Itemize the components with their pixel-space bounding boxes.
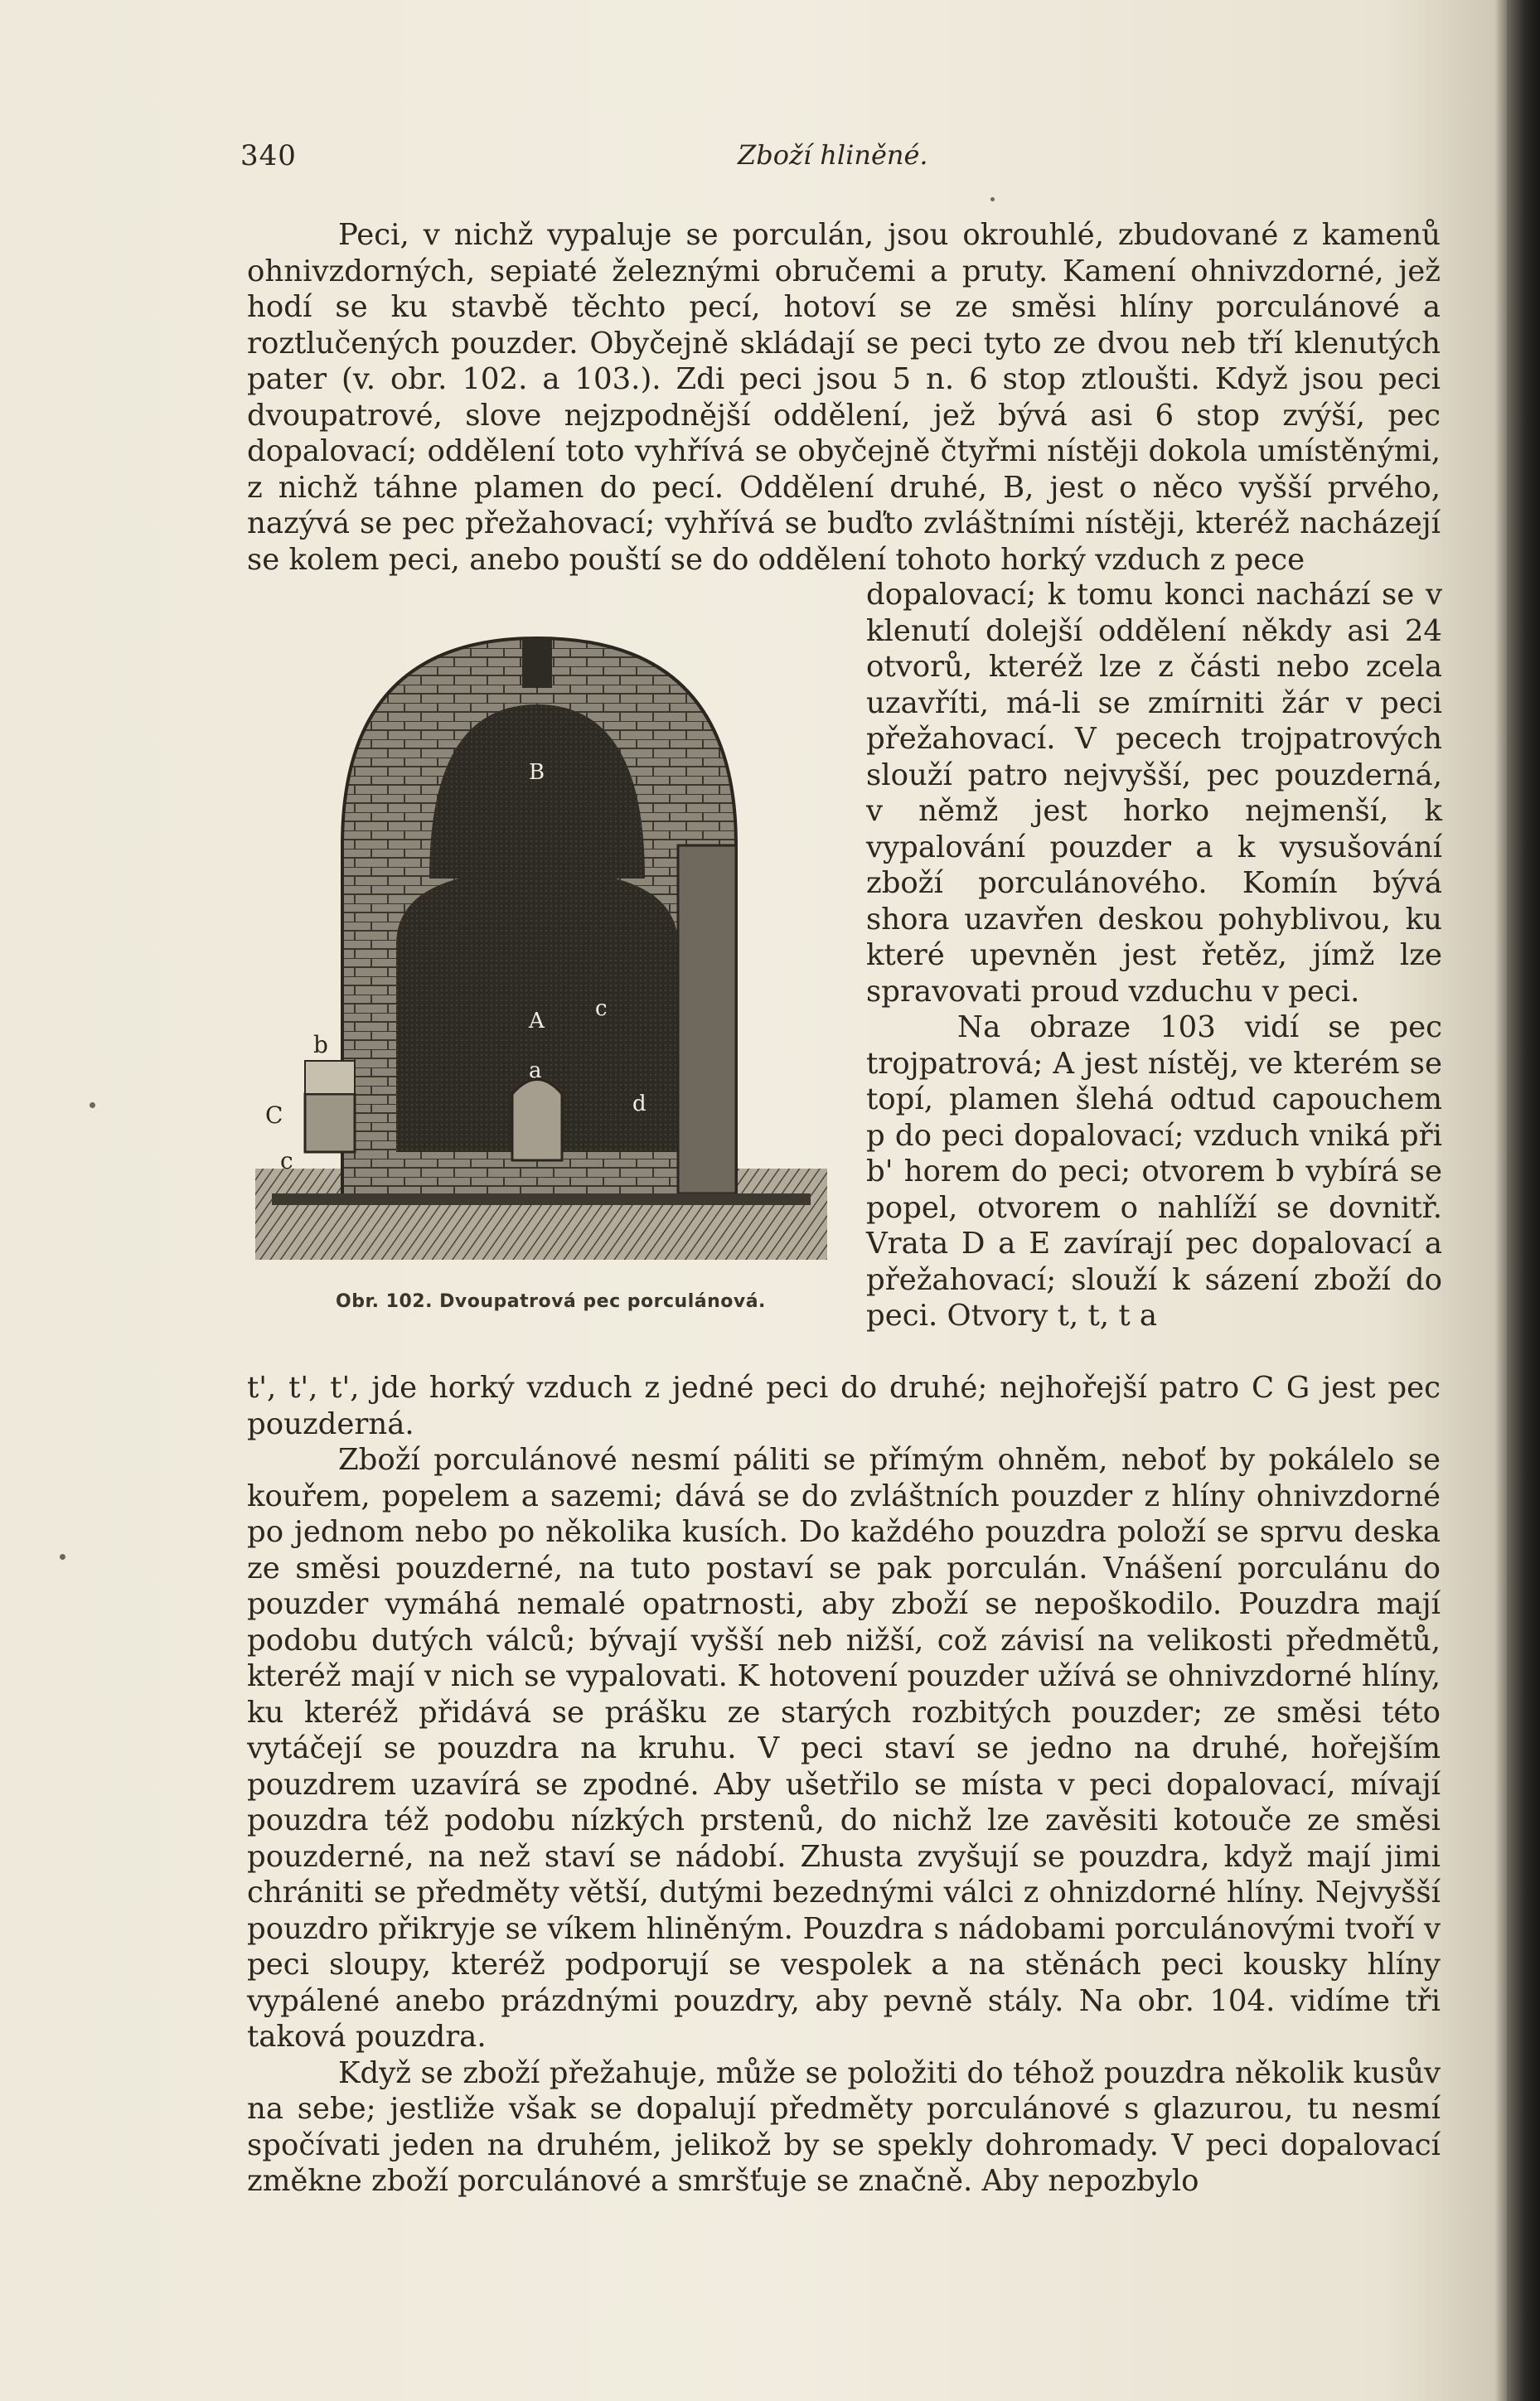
paragraph-three-story: Na obraze 103 vidí se pec trojpatrová; A jest nístěj, ve kterém se topí, plamen šlehá odtud capouchem p do peci dopalovací; vzduch vniká při b' horem do peci; otvorem b vybírá se popel, otvorem o nahlíží se dovnitř. Vrata D a E zavírají pec dopalovací a přežahovací; slouží k sázení zboží do peci. Otvory t, t, t a: [866, 1010, 1442, 1333]
text-block-right: [866, 577, 1442, 1334]
paragraph-saggars: Zboží porculánové nesmí páliti se přímým ohněm, neboť by pokálelo se kouřem, popelem a sazemi; dává se do zvláštních pouzder z hlíny ohnivzdorné po jednom nebo po několika kusích. Do každého pouzdra položí se sprvu deska ze směsi pouzderné, na tuto postaví se pak porculán. Vnášení porculánu do pouzder vymáhá nemalé opatrnosti, aby zboží se nepoškodilo. Pouzdra mají podobu dutých válců; bývají vyšší neb nižší, což závisí na velikosti předmětů, kteréž mají v nich se vypalovati. K hotovení pouzder užívá se ohnivzdorné hlíny, ku kteréž přidává se prášku ze starých rozbitých pouzder; ze směsi této vytáčejí se pouzdra na kruhu. V peci staví se jedno na druhé, hořejším pouzdrem uzavírá se zpodné. Aby ušetřilo se místa v peci dopalovací, mívají pouzdra též podobu nízkých prstenů, do nichž lze zavěsiti kotouče ze směsi pouzderné, na než staví se nádobí. Zhusta zvyšují se pouzdra, když mají jimi chrániti se předměty větší, dutými bezednými válci z ohnizdorné hlíny. Nejvyšší pouzdro přikryje se víkem hliněným. Pouzdra s nádobami porculánovými tvoří v peci sloupy, kteréž podporují se vespolek a na stěnách peci kousky hlíny vypálené anebo prázdnými pouzdry, aby pevně stály. Na obr. 104. vidíme tři taková pouzdra.: [247, 1443, 1441, 2054]
text-block-bottom: [247, 1370, 1441, 2200]
label-d: d: [632, 1092, 647, 1116]
label-a: a: [529, 1058, 542, 1083]
kiln-drawing: [255, 630, 827, 1276]
label-C: C: [265, 1101, 283, 1129]
paragraph-firing: Když se zboží přežahuje, může se položiti do téhož pouzdra několik kusův na sebe; jestliže však se dopalují předměty porculánové s glazurou, tu nesmí spočívati jeden na druhém, jelikož by se spekly dohromady. V peci dopalovací změkne zboží porculánové a smršťuje se značně. Aby nepozbylo: [247, 2055, 1441, 2198]
text-block-top: [247, 217, 1441, 578]
paper-speck: [90, 1102, 95, 1108]
running-title: Zboží hliněné.: [738, 139, 928, 171]
side-firebox: [305, 1094, 355, 1152]
paper-speck: [990, 197, 995, 201]
grate: [305, 1061, 355, 1094]
paper-speck: [60, 1554, 65, 1560]
book-edge: [1507, 0, 1540, 2401]
figure-caption: Obr. 102. Dvoupatrová pec porculánová.: [336, 1291, 766, 1312]
base-floor: [272, 1193, 811, 1205]
label-B: B: [529, 760, 545, 785]
paragraph-kilns: Peci, v nichž vypaluje se porculán, jsou okrouhlé, zbudované z kamenů ohnivzdorných, sepiaté železnými obručemi a pruty. Kamení ohnivzdorné, jež hodí se ku stavbě těchto pecí, hotoví se ze směsi hlíny porculánové a roztlučených pouzder. Obyčejně skládají se peci tyto ze dvou neb tří klenutých pater (v. obr. 102. a 103.). Zdi peci jsou 5 n. 6 stop ztloušti. Když jsou peci dvoupatrové, slove nejzpodnější oddělení, jež bývá asi 6 stop zvýší, pec dopalovací; oddělení toto vyhřívá se obyčejně čtyřmi nístěji dokola umístěnými, z nichž táhne plamen do pecí. Oddělení druhé, B, jest o něco vyšší prvého, nazývá se pec přežahovací; vyhřívá se buďto zvláštními nístěji, kteréž nacházejí se kolem peci, anebo pouští se do oddělení tohoto horký vzduch z pece: [247, 218, 1441, 577]
paragraph-kilns-continued: dopalovací; k tomu konci nachází se v klenutí dolejší oddělení někdy asi 24 otvorů, kteréž lze z části nebo zcela uzavříti, má-li se zmírniti žár v peci přežahovací. V pecech trojpatrových slouží patro nejvyšší, pec pouzderná, v němž jest horko nejmenší, k vypalování pouzder a k vysušování zboží porculánového. Komín bývá shora uzavřen deskou pohyblivou, ku které upevněn jest řetěz, jímž lze spravovati proud vzduchu v peci.: [866, 578, 1442, 1009]
page-header: [240, 139, 1442, 181]
kiln-illustration: [255, 630, 827, 1276]
label-A: A: [529, 1009, 545, 1033]
label-c-inner: c: [595, 996, 608, 1021]
label-b: b: [313, 1031, 328, 1058]
page-gutter-shadow: [1495, 0, 1507, 2401]
page-number: 340: [240, 139, 297, 172]
firebox-door: [512, 1080, 562, 1161]
wall-section: [678, 845, 736, 1193]
chimney-opening: [522, 638, 552, 688]
paragraph-three-story-continued: t', t', t', jde horký vzduch z jedné peci do druhé; nejhořejší patro C G jest pec pouzderná.: [247, 1371, 1441, 1441]
label-c-outer: c: [280, 1147, 293, 1174]
